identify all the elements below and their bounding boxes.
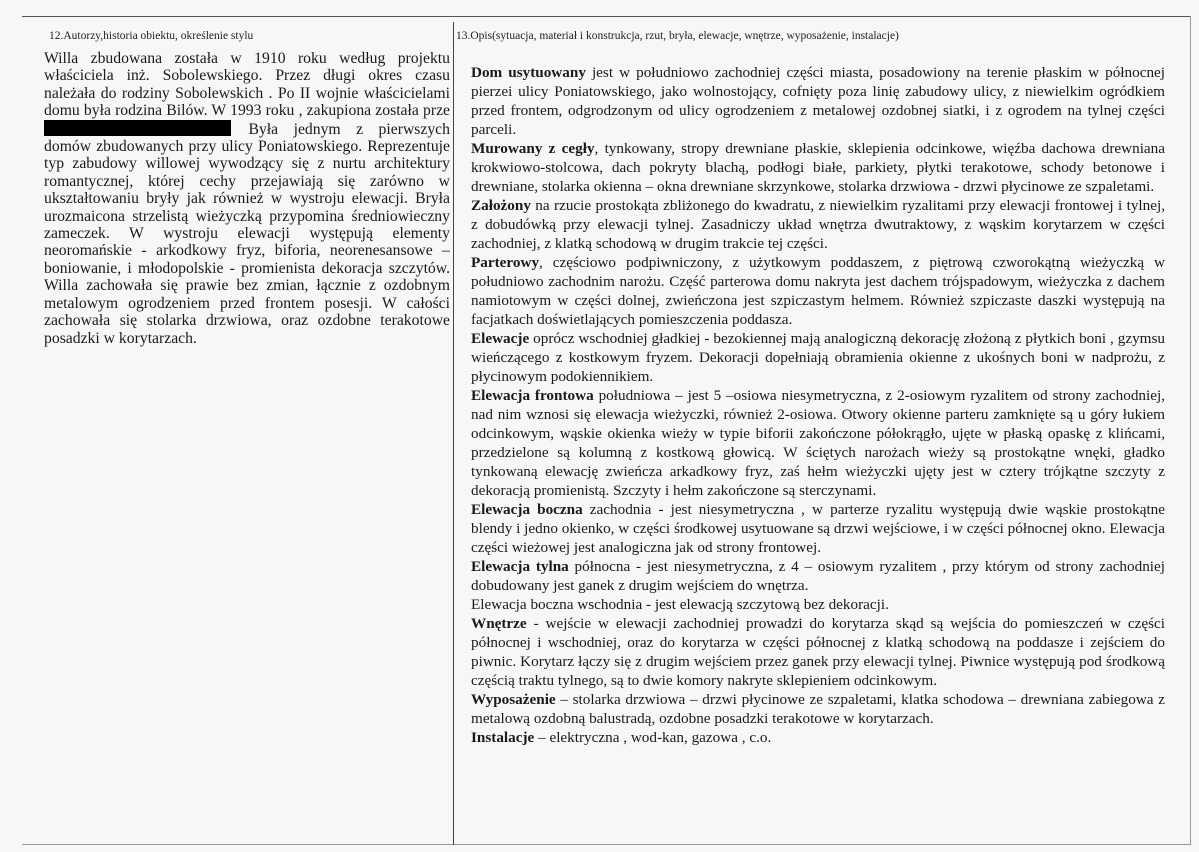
paragraph-construction	[471, 139, 1165, 196]
text-plan: na rzucie prostokąta zbliżonego do kwadratu, z niewielkim ryzalitami przy elewacji frontowej i tylnej, z dobudówką przy elewacji tylnej. Zasadniczy układ wnętrza dwutraktowy, z wąskim korytarzem w części zachodniej, z klatką schodową w drugim trakcie tej części.	[471, 197, 1165, 252]
paragraph-installations	[471, 728, 1165, 747]
history-text-end: Była jednym z pierwszych domów zbudowanych przy ulicy Poniatowskiego. Reprezentuje typ zabudowy willowej wywodzący się z nurtu architektury romantycznej, której cechy przejawiają się zarówno w ukształtowaniu bryły jak również w wystroju elewacji. Bryła urozmaicona strzelistą wieżyczką przypomina średniowieczny zameczek. W wystroju elewacji występują elementy neoromańskie - arkodkowy fryz, biforia, neorenesansowe – boniowanie, i młodopolskie - promienista dekoracja szczytów. Willa zachowała się prawie bez zmian, łącznie z ozdobnym metalowym ogrodzeniem przed frontem posesji. W całości zachowała się stolarka drzwiowa, oraz ozdobne terakotowe posadzki w korytarzach.	[44, 120, 450, 347]
page-frame-top	[22, 16, 1190, 17]
description-text-block	[471, 63, 1165, 747]
term-furnishing: Wyposażenie	[471, 691, 556, 708]
page-frame-bottom	[22, 844, 1190, 845]
section-13-heading: 13.Opis(sytuacja, materiał i konstrukcja, rzut, bryła, elewacje, wnętrze, wyposażenie, instalacje)	[456, 30, 899, 42]
text-installations: – elektryczna , wod-kan, gazowa , c.o.	[534, 729, 772, 746]
text-location: jest w południowo zachodniej części miasta, posadowiony na terenie płaskim w północnej pierzei ulicy Poniatowskiego, jako wolnostojący, cofnięty poza linię zabudowy ulicy, z niewielkim ogródkiem przed frontem, odgrodzonym od ulicy ogrodzeniem z metalowej ozdobnej siatki, i z ogrodem na tylnej części parceli.	[471, 64, 1165, 138]
history-paragraph	[44, 50, 450, 347]
paragraph-east-facade	[471, 595, 1165, 614]
text-east-facade: Elewacja boczna wschodnia - jest elewacją szczytową bez dekoracji.	[471, 596, 889, 613]
term-plan: Założony	[471, 197, 531, 214]
term-construction: Murowany z cegły	[471, 140, 595, 157]
history-text-start: Willa zbudowana została w 1910 roku według projektu właściciela inż. Sobolewskiego. Przez długi okres czasu należała do rodziny Sobolewskich . Po II wojnie właścicielami domu była rodzina Bilów. W 1993 roku , zakupiona została prze	[44, 50, 450, 120]
text-furnishing: – stolarka drzwiowa – drzwi płycinowe ze szpaletami, klatka schodowa – drewniana zabiegowa z metalową ozdobną balustradą, ozdobne posadzki terakotowe w korytarzach.	[471, 691, 1165, 727]
term-facades: Elewacje	[471, 330, 530, 347]
text-interior: - wejście w elewacji zachodniej prowadzi do korytarza skąd są wejścia do pomieszczeń w części północnej i wschodniej, oraz do korytarza w części północnej z klatką schodową na poddasze i zejściem do piwnic. Korytarz łączy się z drugim wejściem przez ganek przy elewacji tylnej. Piwnice występują pod środkową częścią traktu tylnego, są to dwie komory nakryte sklepieniem odcinkowym.	[471, 615, 1165, 689]
section-12-heading: 12.Autorzy,historia obiektu, określenie stylu	[49, 30, 254, 42]
redaction-bar	[44, 120, 231, 136]
term-side-facade: Elewacja boczna	[471, 501, 583, 518]
paragraph-interior	[471, 614, 1165, 690]
paragraph-rear-facade	[471, 557, 1165, 595]
text-massing: , częściowo podpiwniczony, z użytkowym poddaszem, z piętrową czworokątną wieżyczką w południowo zachodnim narożu. Część parterowa domu nakryta jest dachem trójspadowym, wieżyczka z dachem namiotowym w części dolnej, zwieńczona jest szpiczastym helmem. Również szpiczaste daszki występują na facjatkach doświetlających pomieszczenia poddasza.	[471, 254, 1165, 328]
paragraph-massing	[471, 253, 1165, 329]
paragraph-furnishing	[471, 690, 1165, 728]
text-front-facade: południowa – jest 5 –osiowa niesymetryczna, z 2-osiowym ryzalitem od strony zachodniej, nad nim wznosi się elewacja wieżyczki, również 2-osiowa. Otwory okienne parteru zamknięte są u góry łukiem odcinkowym, wąskie okienka wieży w typie biforii zakończone półokrągło, ujęte w płaską opaskę z klińcami, przedzielone są kolumną z kostkową głowicą. W ściętych narożach wieży są prostokątne wnęki, gładko tynkowaną elewację zwieńcza arkadkowy fryz, zaś hełm wieżyczki ujęty jest w cztery trójkątne szczyty z dekoracją promienistą. Szczyty i hełm zakończone są sterczynami.	[471, 387, 1165, 499]
paragraph-facades	[471, 329, 1165, 386]
text-side-facade: zachodnia - jest niesymetryczna , w parterze ryzalitu występują dwie wąskie prostokątne blendy i jedno okienko, w części środkowej usytuowane są drzwi wejściowe, i w części północnej okno. Elewacja części wieżowej jest analogiczna jak od strony frontowej.	[471, 501, 1165, 556]
paragraph-location	[471, 63, 1165, 139]
term-installations: Instalacje	[471, 729, 535, 746]
term-front-facade: Elewacja frontowa	[471, 387, 594, 404]
history-text-block	[44, 50, 450, 347]
term-location: Dom usytuowany	[471, 64, 586, 81]
text-construction: , tynkowany, stropy drewniane płaskie, sklepienia odcinkowe, więźba dachowa drewniana krokwiowo-stolcowa, dach pokryty blachą, podłogi białe, parkiety, płytki terakotowe, schody betonowe i drewniane, stolarka okienna – okna drewniane skrzynkowe, stolarka drzwiowa - drzwi płycinowe ze szpaletami.	[471, 140, 1165, 195]
page-frame-right	[1190, 16, 1191, 845]
paragraph-plan	[471, 196, 1165, 253]
paragraph-front-facade	[471, 386, 1165, 500]
column-divider	[453, 22, 454, 845]
text-facades: oprócz wschodniej gładkiej - bezokiennej mają analogiczną dekorację złożoną z płytkich boni , gzymsu wieńczącego z kostkowym fryzem. Dekoracji dopełniają obramienia okienne z ukośnych boni w nadprożu, z płycinowym podokiennikiem.	[471, 330, 1165, 385]
term-interior: Wnętrze	[471, 615, 527, 632]
term-rear-facade: Elewacja tylna	[471, 558, 569, 575]
term-massing: Parterowy	[471, 254, 540, 271]
paragraph-side-facade	[471, 500, 1165, 557]
text-rear-facade: północna - jest niesymetryczna, z 4 – osiowym ryzalitem , przy którym od strony zachodniej dobudowany jest ganek z drugim wejściem do wnętrza.	[471, 558, 1165, 594]
